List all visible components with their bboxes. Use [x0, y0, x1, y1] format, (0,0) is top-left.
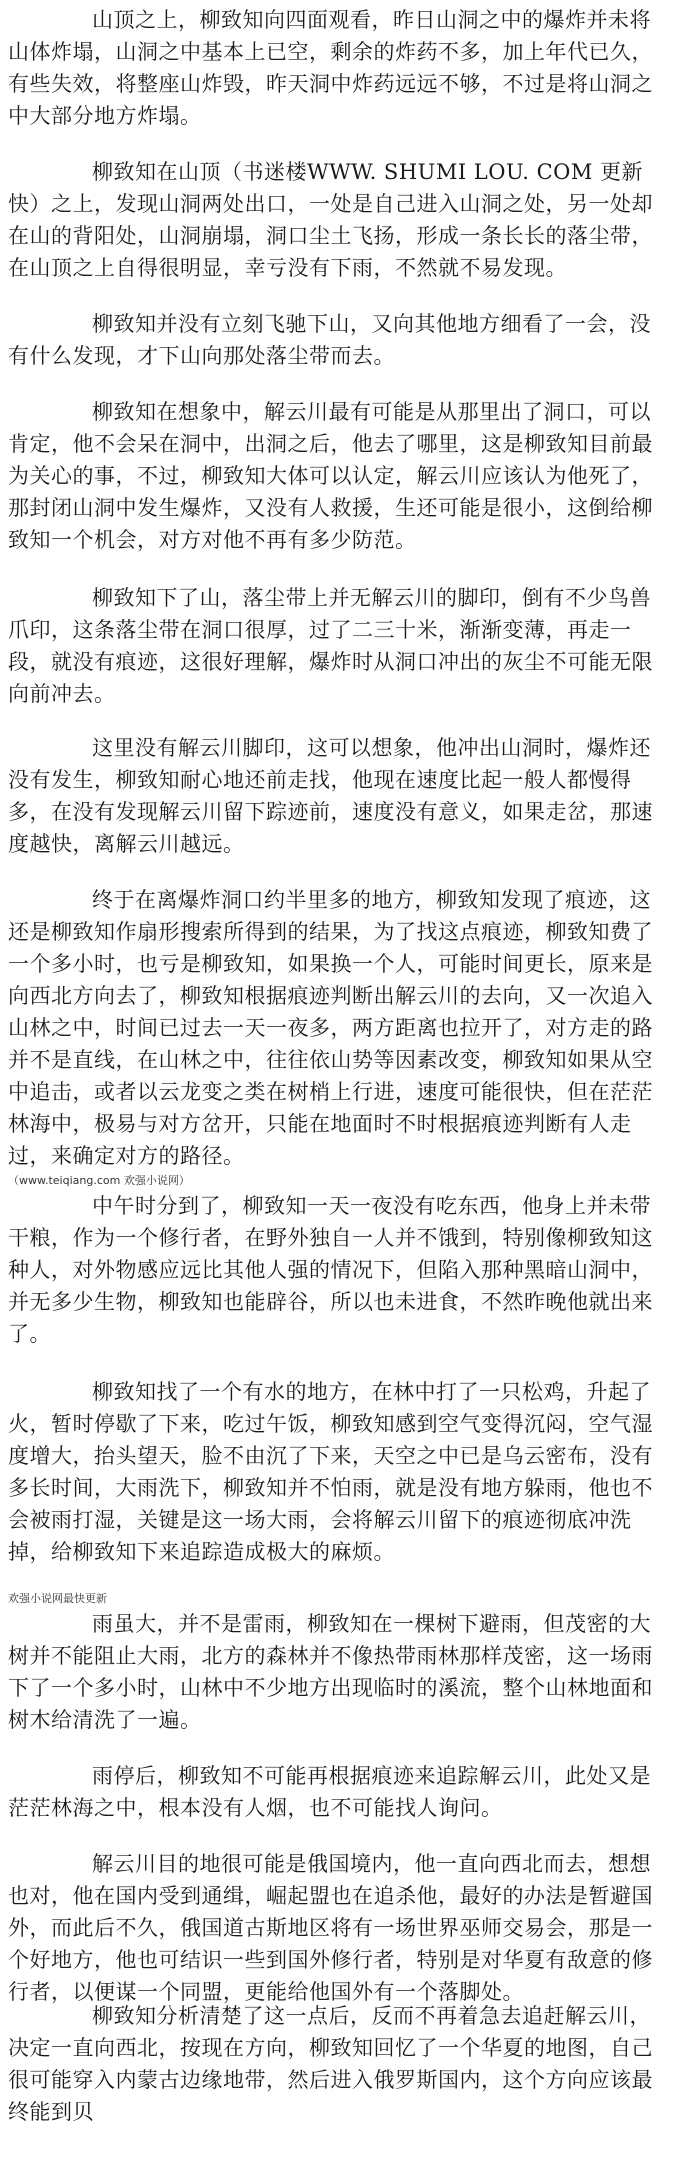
paragraph-2: 柳致知在山顶（书迷楼WWW. SHUMI LOU. COM 更新快）之上，发现山洞两处出口，一处是自己进入山洞之处，另一处却在山的背阳处，山洞崩塌，洞口尘土飞扬，形成一条长长的落尘带，在山顶之上自得很明显，幸亏没有下雨，不然就不易发现。	[8, 160, 653, 280]
watermark-2: 欢强小说网最快更新	[8, 1592, 107, 1605]
paragraph-13: 柳致知分析清楚了这一点后，反而不再着急去追赶解云川，决定一直向西北，按现在方向，柳致知回忆了一个华夏的地图，自己很可能穿入内蒙古边缘地带，然后进入俄罗斯国内，这个方向应该最终能到贝	[8, 2004, 653, 2124]
paragraph-1: 山顶之上，柳致知向四面观看，昨日山洞之中的爆炸并未将山体炸塌，山洞之中基本上已空，剩余的炸药不多，加上年代已久，有些失效，将整座山炸毁，昨天洞中炸药远远不够，不过是将山洞之中大部分地方炸塌。	[8, 8, 653, 128]
paragraph-9: 柳致知找了一个有水的地方，在林中打了一只松鸡，升起了火，暂时停歇了下来，吃过午饭，柳致知感到空气变得沉闷，空气湿度增大，抬头望天，脸不由沉了下来，天空之中已是乌云密布，没有多长时间，大雨洗下，柳致知并不怕雨，就是没有地方躲雨，他也不会被雨打湿，关键是这一场大雨，会将解云川留下的痕迹彻底冲洗掉，给柳致知下来追踪造成极大的麻烦。	[8, 1380, 653, 1564]
paragraph-12: 解云川目的地很可能是俄国境内，他一直向西北而去，想想也对，他在国内受到通缉，崛起盟也在追杀他，最好的办法是暂避国外，而此后不久，俄国道古斯地区将有一场世界巫师交易会，那是一个好地方，他也可结识一些到国外修行者，特别是对华夏有敌意的修行者，以便谋一个同盟，更能给他国外有一个落脚处。	[8, 1852, 653, 2004]
watermark-1: （www.teiqiang.com 欢强小说网）	[8, 1174, 190, 1187]
paragraph-4: 柳致知在想象中，解云川最有可能是从那里出了洞口，可以肯定，他不会呆在洞中，出洞之后，他去了哪里，这是柳致知目前最为关心的事，不过，柳致知大体可以认定，解云川应该认为他死了，那封闭山洞中发生爆炸，又没有人救援，生还可能是很小，这倒给柳致知一个机会，对方对他不再有多少防范。	[8, 400, 653, 552]
paragraph-10: 雨虽大，并不是雷雨，柳致知在一棵树下避雨，但茂密的大树并不能阻止大雨，北方的森林并不像热带雨林那样茂密，这一场雨下了一个多小时，山林中不少地方出现临时的溪流，整个山林地面和树木给清洗了一遍。	[8, 1612, 653, 1732]
paragraph-7: 终于在离爆炸洞口约半里多的地方，柳致知发现了痕迹，这还是柳致知作扇形搜索所得到的结果，为了找这点痕迹，柳致知费了一个多小时，也亏是柳致知，如果换一个人，可能时间更长，原来是向西北方向去了，柳致知根据痕迹判断出解云川的去向，又一次追入山林之中，时间已过去一天一夜多，两方距离也拉开了，对方走的路并不是直线，在山林之中，往往依山势等因素改变，柳致知如果从空中追击，或者以云龙变之类在树梢上行进，速度可能很快，但在茫茫林海中，极易与对方岔开，只能在地面时不时根据痕迹判断有人走过，来确定对方的路径。	[8, 888, 653, 1168]
paragraph-8: 中午时分到了，柳致知一天一夜没有吃东西，他身上并未带干粮，作为一个修行者，在野外独自一人并不饿到，特别像柳致知这种人，对外物感应远比其他人强的情况下，但陷入那种黑暗山洞中，并无多少生物，柳致知也能辟谷，所以也未进食，不然昨晚他就出来了。	[8, 1194, 653, 1346]
paragraph-6: 这里没有解云川脚印，这可以想象，他冲出山洞时，爆炸还没有发生，柳致知耐心地还前走找，他现在速度比起一般人都慢得多，在没有发现解云川留下踪迹前，速度没有意义，如果走岔，那速度越快，离解云川越远。	[8, 736, 653, 856]
paragraph-11: 雨停后，柳致知不可能再根据痕迹来追踪解云川，此处又是茫茫林海之中，根本没有人烟，也不可能找人询问。	[8, 1764, 651, 1820]
paragraph-5: 柳致知下了山，落尘带上并无解云川的脚印，倒有不少鸟兽爪印，这条落尘带在洞口很厚，过了二三十米，渐渐变薄，再走一段，就没有痕迹，这很好理解，爆炸时从洞口冲出的灰尘不可能无限向前冲去。	[8, 586, 653, 706]
paragraph-3: 柳致知并没有立刻飞驰下山，又向其他地方细看了一会，没有什么发现，才下山向那处落尘带而去。	[8, 312, 651, 368]
